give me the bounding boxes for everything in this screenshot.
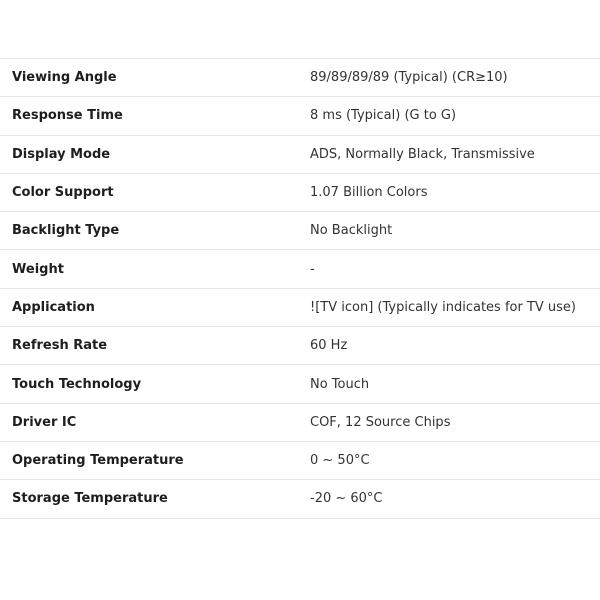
spec-label: Storage Temperature	[12, 491, 168, 507]
spec-row-backlight-type	[0, 212, 600, 250]
spec-label: Application	[12, 299, 95, 315]
spec-value: No Backlight	[310, 223, 393, 239]
spec-label: Response Time	[12, 108, 123, 124]
spec-row-weight	[0, 250, 600, 288]
spec-row-refresh-rate	[0, 327, 600, 365]
spec-label: Viewing Angle	[12, 70, 117, 86]
spec-value: -20 ~ 60°C	[310, 491, 383, 507]
spec-label: Color Support	[12, 185, 114, 201]
spec-row-response-time	[0, 97, 600, 135]
spec-value: ADS, Normally Black, Transmissive	[310, 146, 535, 162]
spec-value: 60 Hz	[310, 338, 348, 354]
spec-value: 0 ~ 50°C	[310, 453, 370, 469]
spec-row-display-mode	[0, 136, 600, 174]
spec-label: Operating Temperature	[12, 453, 184, 469]
spec-row-storage-temperature	[0, 480, 600, 518]
spec-label: Refresh Rate	[12, 338, 108, 354]
spec-value: 8 ms (Typical) (G to G)	[310, 108, 457, 124]
spec-row-viewing-angle	[0, 59, 600, 97]
spec-value: -	[310, 261, 315, 277]
spec-label: Backlight Type	[12, 223, 120, 239]
spec-value: COF, 12 Source Chips	[310, 414, 451, 430]
spec-value: ![TV icon] (Typically indicates for TV use)	[310, 299, 576, 315]
spec-row-color-support	[0, 174, 600, 212]
spec-value: 1.07 Billion Colors	[310, 185, 428, 201]
spec-row-application	[0, 289, 600, 327]
spec-row-operating-temperature	[0, 442, 600, 480]
spec-value: No Touch	[310, 376, 370, 392]
spec-label: Driver IC	[12, 414, 77, 430]
spec-label: Weight	[12, 261, 64, 277]
spec-table	[0, 58, 600, 519]
spec-label: Display Mode	[12, 146, 111, 162]
spec-row-driver-ic	[0, 404, 600, 442]
spec-row-touch-technology	[0, 365, 600, 403]
spec-label: Touch Technology	[12, 376, 142, 392]
spec-value: 89/89/89/89 (Typical) (CR≥10)	[310, 70, 508, 86]
